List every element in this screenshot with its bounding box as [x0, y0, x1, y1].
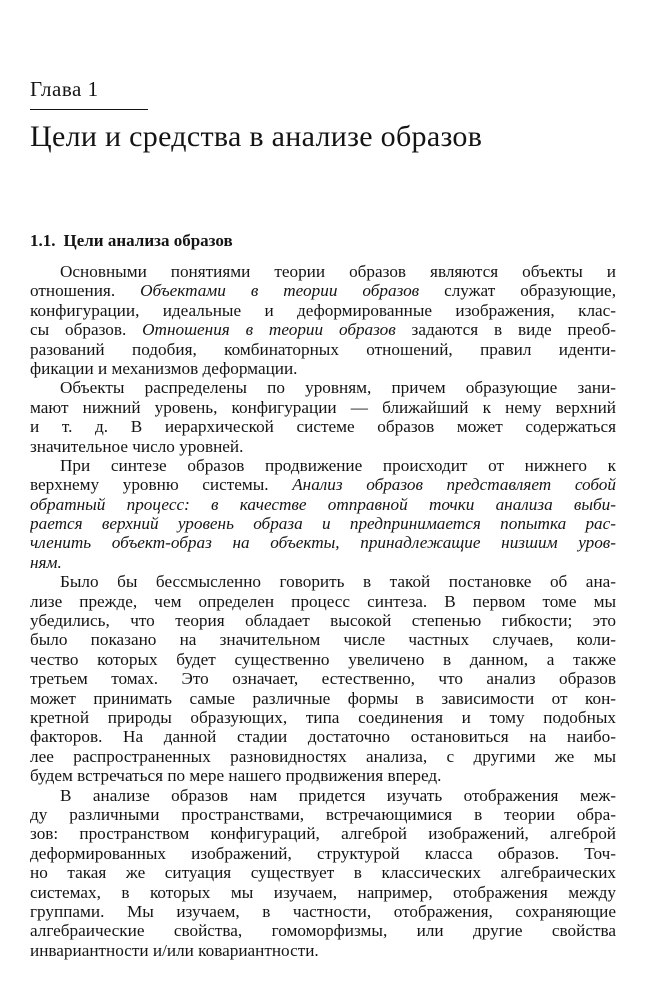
chapter-title: Цели и средства в анализе образов [30, 120, 483, 153]
chapter-divider [30, 109, 148, 110]
italic-text: обратный процесс: в качестве отправной точки анализа выби- [30, 494, 616, 514]
text-line [30, 533, 616, 552]
text-line [30, 495, 616, 514]
text-segment: служат образующие, [419, 281, 616, 301]
text-segment: было показано на значительном числе частных случаев, коли- [30, 630, 616, 650]
text-segment: лее распространенных разновидностях анализа, с другими же мы [30, 746, 616, 766]
text-segment: и т. д. В иерархической системе образов может содержаться [30, 417, 616, 437]
text-segment: факторов. На данной стадии достаточно остановиться на наибо- [30, 727, 616, 747]
text-line [30, 708, 616, 727]
paragraph [30, 572, 616, 785]
text-line [30, 650, 616, 669]
text-segment: В анализе образов нам придется изучать отображения меж- [60, 785, 616, 805]
text-line [30, 824, 616, 843]
text-line [30, 630, 616, 649]
text-line [30, 281, 616, 300]
text-segment: фикации и механизмов деформации. [30, 358, 298, 378]
text-line [30, 689, 616, 708]
text-line [30, 417, 616, 436]
italic-text: рается верхний уровень образа и предпринимается попытка рас- [30, 514, 616, 534]
text-line [30, 766, 616, 785]
text-line [30, 262, 616, 281]
paragraph [30, 262, 616, 378]
text-segment: убедились, что теория обладает высокой степенью гибкости; это [30, 611, 616, 631]
section-number: 1.1. [30, 231, 56, 250]
text-line [30, 301, 616, 320]
section-title: Цели анализа образов [63, 231, 233, 250]
text-segment: кретной природы образующих, типа соединения и тому подобных [30, 707, 616, 727]
text-segment: Было бы бессмысленно говорить в такой постановке об ана- [60, 572, 616, 592]
body-text [30, 262, 616, 960]
text-segment: алгебраические свойства, гомоморфизмы, или другие свойства [30, 921, 616, 941]
text-line [30, 902, 616, 921]
text-segment: но такая же ситуация существует в классических алгебраических [30, 863, 616, 883]
paragraph [30, 786, 616, 961]
text-line [30, 475, 616, 494]
text-segment: мают нижний уровень, конфигурации — ближайший к нему верхний [30, 397, 616, 417]
text-segment: задаются в виде преоб- [395, 320, 616, 340]
text-segment: При синтезе образов продвижение происходит от нижнего к [60, 455, 616, 475]
text-segment: третьем томах. Это означает, естественно, что анализ образов [30, 669, 616, 689]
text-segment: зов: пространством конфигураций, алгеброй изображений, алгеброй [30, 824, 616, 844]
text-line [30, 611, 616, 630]
text-segment: верхнему уровню системы. [30, 475, 293, 495]
italic-text: Объектами в теории образов [140, 281, 420, 301]
text-segment: ду различными пространствами, встречающимися в теории обра- [30, 804, 616, 824]
text-line [30, 921, 616, 940]
text-segment: Основными понятиями теории образов являются объекты и [60, 262, 616, 281]
text-line [30, 592, 616, 611]
italic-text: ням. [30, 552, 62, 572]
text-line [30, 514, 616, 533]
text-line [30, 359, 616, 378]
text-segment: системах, в которых мы изучаем, например, отображения между [30, 882, 616, 902]
text-segment: деформированных изображений, структурой класса образов. Точ- [30, 843, 616, 863]
text-line [30, 863, 616, 882]
text-line [30, 456, 616, 475]
paragraph [30, 456, 616, 572]
text-line [30, 437, 616, 456]
text-line [30, 572, 616, 591]
text-line [30, 398, 616, 417]
text-line [30, 340, 616, 359]
text-segment: разований подобия, комбинаторных отношений, правил иденти- [30, 339, 616, 359]
text-line [30, 844, 616, 863]
text-line [30, 553, 616, 572]
text-line [30, 805, 616, 824]
text-line [30, 320, 616, 339]
text-line [30, 747, 616, 766]
text-line [30, 883, 616, 902]
text-segment: значительное число уровней. [30, 436, 244, 456]
text-line [30, 727, 616, 746]
text-segment: конфигурации, идеальные и деформированные изображения, клас- [30, 300, 616, 320]
text-segment: сы образов. [30, 320, 143, 340]
text-line [30, 941, 616, 960]
text-segment: чество которых будет существенно увеличено в данном, а также [30, 649, 616, 669]
italic-text: членить объект-образ на объекты, принадлежащие низшим уров- [30, 533, 616, 553]
paragraph [30, 378, 616, 456]
text-segment: может принимать самые различные формы в зависимости от кон- [30, 688, 616, 708]
section-heading [30, 230, 233, 252]
chapter-label: Глава 1 [30, 77, 99, 101]
italic-text: Отношения в теории образов [142, 320, 396, 340]
text-segment: будем встречаться по мере нашего продвижения вперед. [30, 766, 442, 786]
text-line [30, 378, 616, 397]
text-segment: Объекты распределены по уровням, причем образующие зани- [60, 378, 616, 398]
italic-text: Анализ образов представляет собой [292, 475, 616, 495]
text-segment: лизе прежде, чем определен процесс синтеза. В первом томе мы [30, 591, 616, 611]
text-line [30, 669, 616, 688]
text-line [30, 786, 616, 805]
text-segment: инвариантности и/или ковариантности. [30, 940, 319, 960]
text-segment: группами. Мы изучаем, в частности, отображения, сохраняющие [30, 901, 616, 921]
text-segment: отношения. [30, 281, 141, 301]
